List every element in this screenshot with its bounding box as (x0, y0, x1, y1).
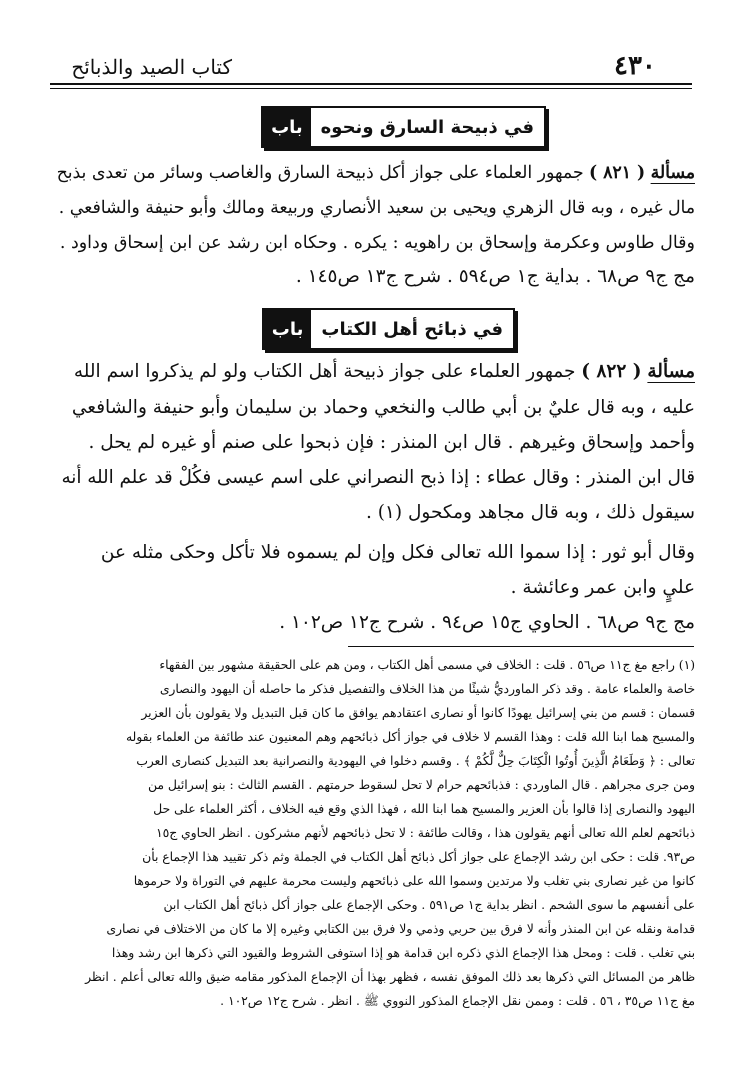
text-line: عليٍ وابن عمر وعائشة . (510, 577, 695, 598)
reference-line: مج ج٩ ص٦٨ . بداية ج١ ص٥٩٤ . شرح ج١٣ ص١٤٥ . (295, 266, 695, 287)
text-line: مال غيره ، وبه قال الزهري ويحيى بن سعيد الأنصاري وربيعة ومالك وأبو حنيفة والشافعي . (58, 198, 695, 218)
footnote-line: على أنفسهم ما سوى الشحم . انظر بداية ج١ ص٥٩١ . وحكى الإجماع على جواز أكل ذبائح أهل الكتاب ابن (163, 898, 695, 912)
footnote-line: (١) راجع مغ ج١١ ص٥٦ . قلت : الخلاف في مسمى أهل الكتاب ، ومن هم على الحقيقة مشهور بين الفقهاء (159, 658, 695, 672)
text-line: سيقول ذلك ، وبه قال مجاهد ومكحول (١) . (365, 502, 695, 523)
footnote-line: تعالى : ﴿ وَطَعَامُ الَّذِينَ أُوتُوا الْكِتَابَ حِلٌّ لَّكُمْ ﴾ . وقسم دخلوا في اليهودية والنصرانية بعد التبديل كنصارى العرب (136, 754, 695, 768)
footnote-line: ص٩٣. قلت : حكى ابن رشد الإجماع على جواز أكل ذبائح أهل الكتاب في الجملة وثم ذكر تقييد هذا الإجماع بأن (142, 850, 695, 864)
masala-first-line (55, 158, 695, 188)
footnote-line: كانوا من غير نصارى بني تغلب ولا مرتدين وسموا الله على ذبائحهم وليست محرمة عليهم في التوراة ولا حرموها (133, 874, 695, 888)
footnote-line: خاصة والعلماء عامة . وقد ذكر الماورديُّ شيئًا من هذا الخلاف والتفصيل فذكر ما حاصله أن اليهود والنصارى (159, 682, 695, 696)
masala-first-line (55, 357, 695, 387)
header-rule (50, 83, 692, 85)
masala-label: مسألة (647, 361, 695, 382)
reference-line: مج ج٩ ص٦٨ . الحاوي ج١٥ ص٩٤ . شرح ج١٢ ص١٠٢ . (279, 612, 695, 633)
text-line: عليه ، وبه قال عليٌ بن أبي طالب والنخعي وحماد بن سليمان وأبو حنيفة والشافعي (71, 397, 695, 418)
footnote-line: قسمان : قسم من بني إسرائيل يهودًا كانوا أو نصارى اعتقادهم يوافق ما كان قبل التبديل ولا يقولون بأن العزير (141, 706, 695, 720)
masala-number: ( ٨٢١ ) (588, 163, 646, 183)
chapter-heading-box (262, 308, 515, 350)
footnote-line: ذبائحهم لعلم الله تعالى أنهم يقولون هذا ، وقالت طائفة : لا تحل ذبائحهم لأنهم مشركون . انظر الحاوي ج١٥ (155, 826, 695, 840)
text-line: وقال طاوس وعكرمة وإسحاق بن راهويه : يكره . وحكاه ابن رشد عن ابن إسحاق وداود . (59, 233, 695, 253)
text-line: جمهور العلماء على جواز أكل ذبيحة السارق والغاصب وسائر من تعدى بذبح (56, 163, 584, 183)
footnote-line: اليهود والنصارى إذا قالوا بأن العزير والمسيح هما ابنا الله ، فهذا الذي وقع فيه الخلاف ، أكثر العلماء على حل (153, 802, 695, 816)
running-header-title: كتاب الصيد والذبائح (71, 55, 232, 79)
footnote-line: ظاهر من المسائل التي ذكرها بعد ذلك الموفق نفسه ، فظهر بهذا أن الإجماع المذكور مقامه ضيق والله تعالى أعلم . انظر (85, 970, 695, 984)
masala-number: ( ٨٢٢ ) (581, 361, 642, 382)
chapter-label: باب (263, 108, 311, 146)
footnote-line: بني تغلب . قلت : ومحل هذا الإجماع الذي ذكره ابن قدامة هو إذا استوفى الشروط والقيود التي ذكرها ابن رشد وهذا (111, 946, 695, 960)
footnote-line: ومن جرى مجراهم . قال الماوردي : فذبائحهم حرام لا تحل لسقوط حرمتهم . القسم الثالث : بنو إسرائيل من (147, 778, 695, 792)
footnote-line: قدامة ونقله عن ابن المنذر وأنه لا فرق بين حربي وذمي ولا فرق بين الكتابي وغيره إلا ما كان من الاختلاف في نصارى (106, 922, 695, 936)
masala-label: مسألة (650, 163, 695, 183)
text-line: قال ابن المنذر : وقال عطاء : إذا ذبح النصراني على اسم عيسى فكُلْ قد علم الله أنه (61, 467, 695, 488)
page-number: ٤٣٠ (614, 51, 656, 81)
chapter-label: باب (264, 310, 312, 348)
text-line: وأحمد وإسحاق وغيرهم . قال ابن المنذر : فإن ذبحوا على صنم أو غيره لم يحل . (88, 432, 695, 453)
footnote-separator (348, 646, 694, 647)
footnote-line: والمسيح هما ابنا الله قلت : وهذا القسم لا خلاف في جواز أكل ذبائحهم وهم المعنيون عند طائفة من العلماء بقوله (125, 730, 695, 744)
chapter-title: في ذبائح أهل الكتاب (321, 318, 503, 340)
text-line: جمهور العلماء على جواز ذبيحة أهل الكتاب ولو لم يذكروا اسم الله (73, 361, 576, 382)
chapter-heading-box (261, 106, 546, 148)
footnote-line: مغ ج١١ ص٣٥ ، ٥٦ . قلت : وممن نقل الإجماع المذكور النووي ﷺ . انظر . شرح ج١٢ ص١٠٢ . (220, 994, 695, 1008)
text-line: وقال أبو ثور : إذا سموا الله تعالى فكل وإن لم يسموه فلا تأكل وحكى مثله عن (100, 542, 695, 563)
chapter-title: في ذبيحة السارق ونحوه (320, 116, 534, 138)
header-rule-thin (50, 88, 692, 89)
